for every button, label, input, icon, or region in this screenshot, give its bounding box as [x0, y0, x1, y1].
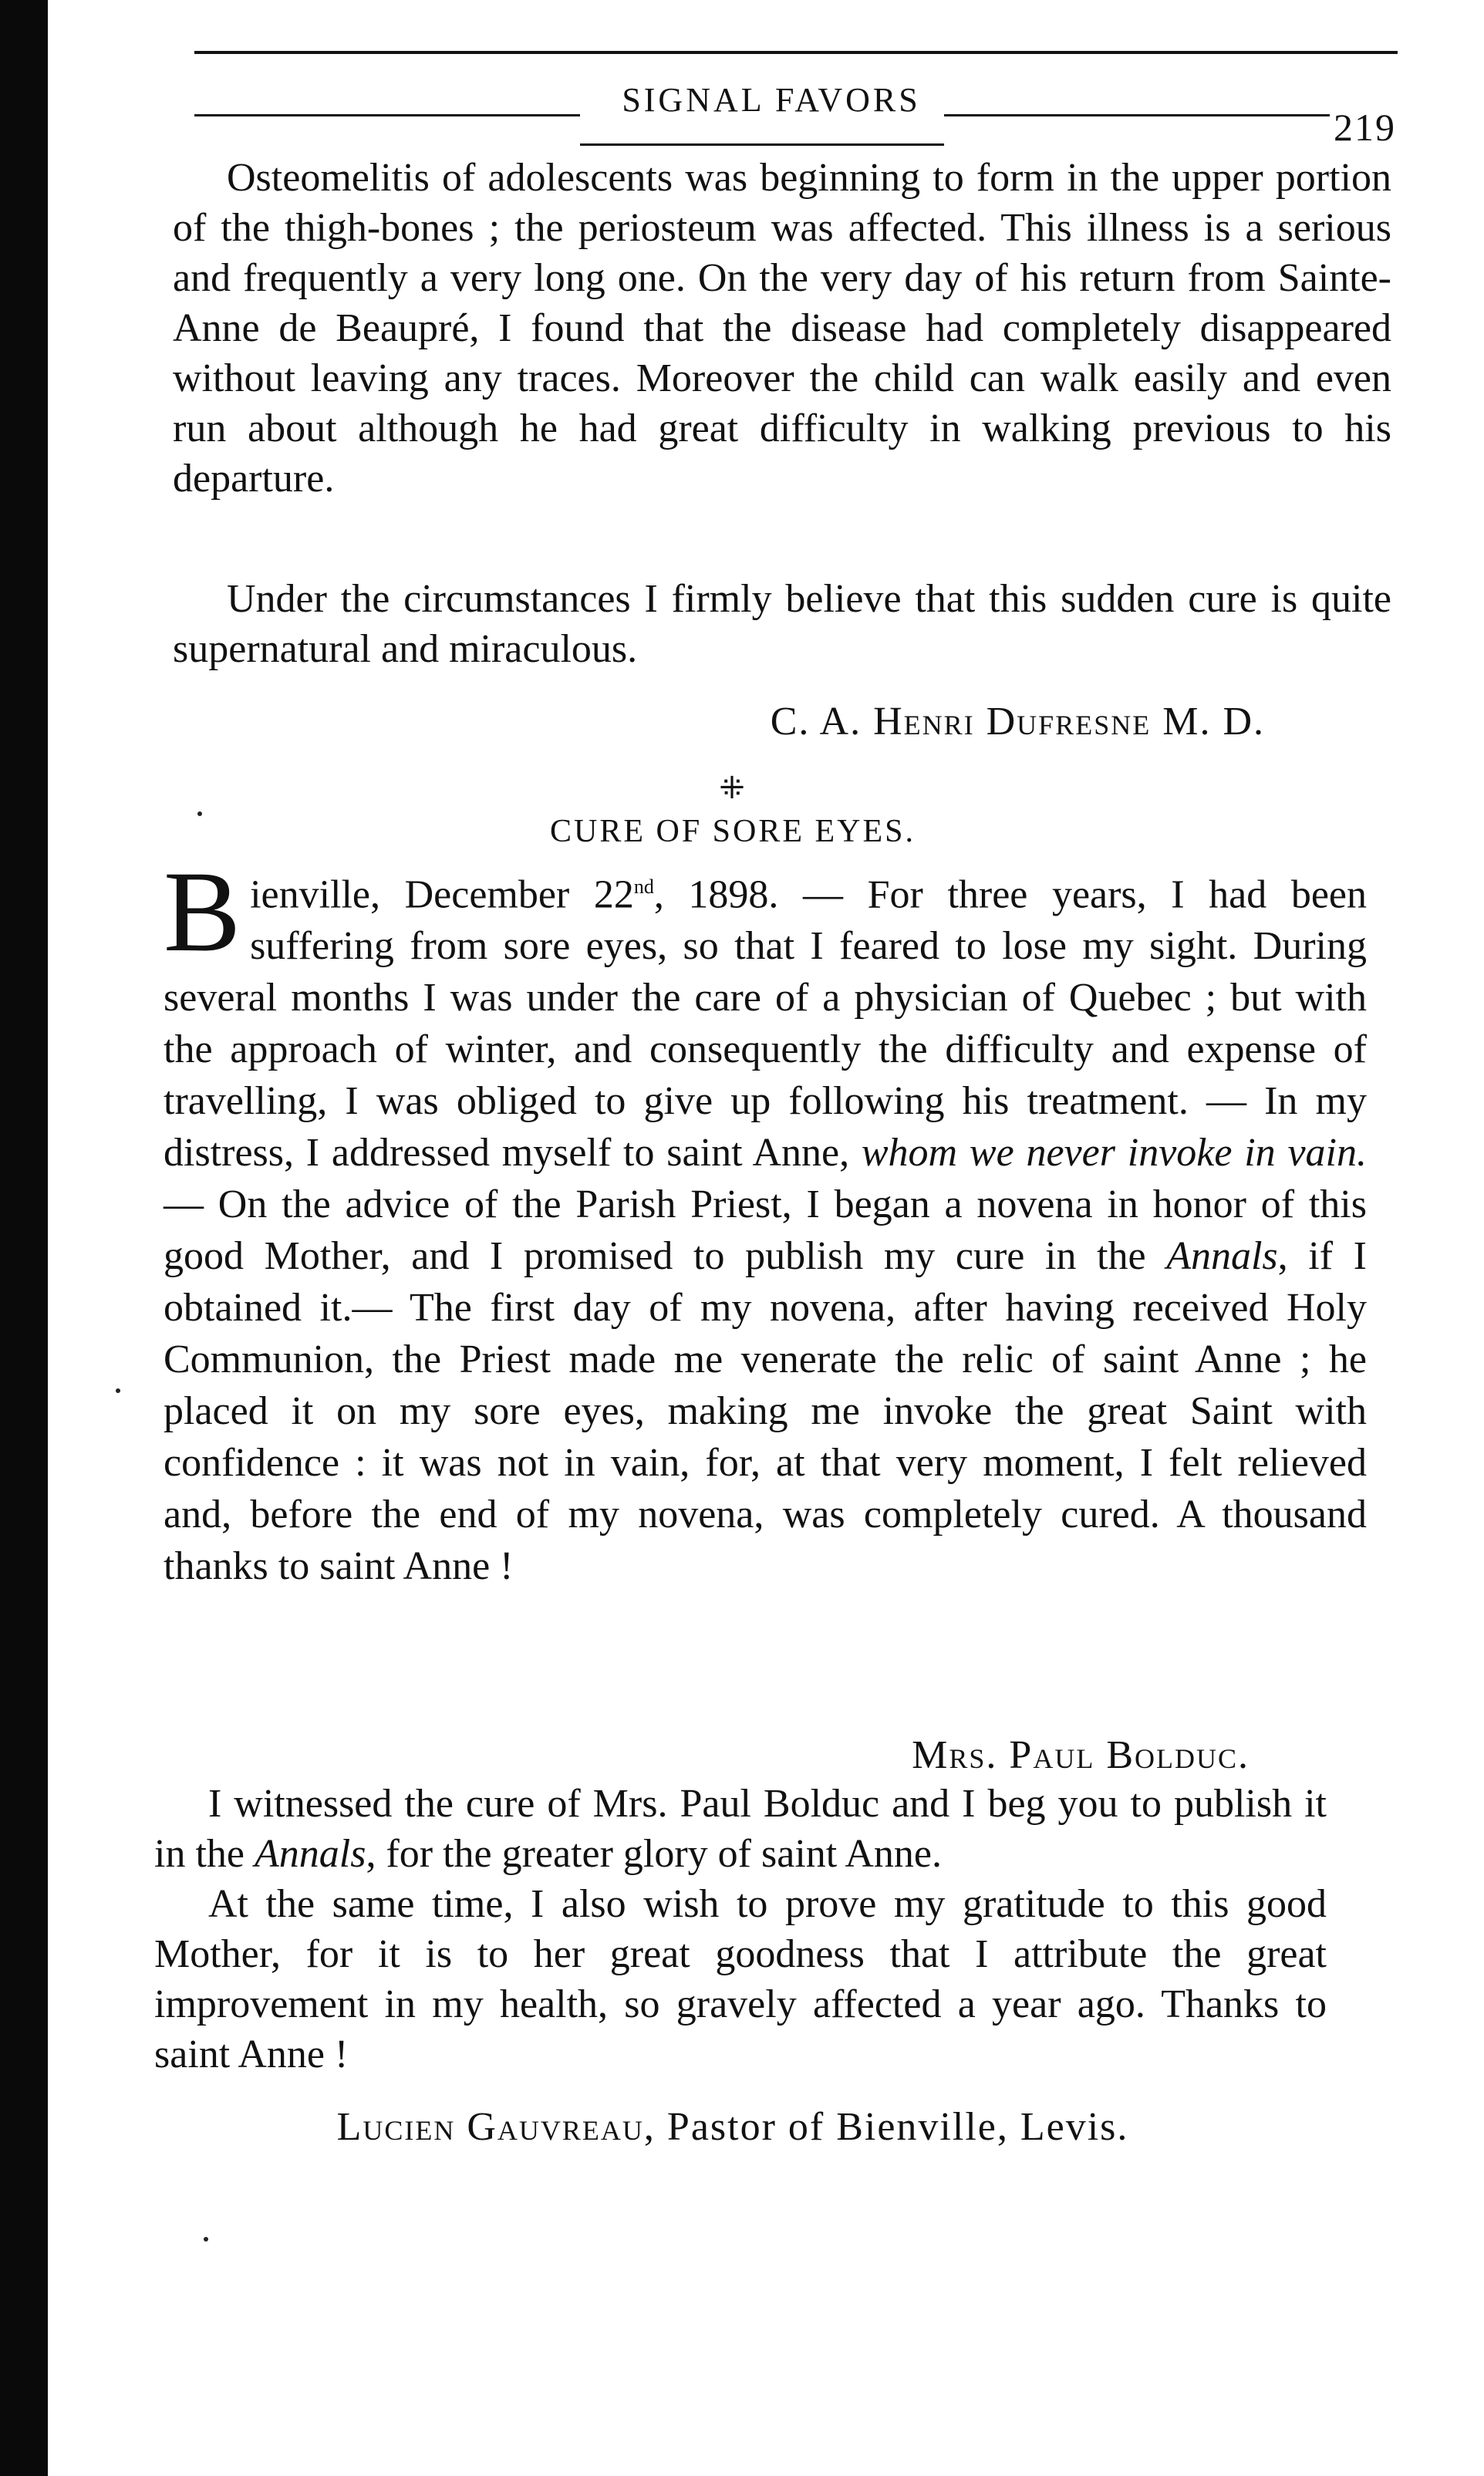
cure-text-1: , 1898. — For three years, I had been suffering from sore eyes, so that I feared to lose my sight. During several months I was under the care of a physician of Quebec ; but with the approach of winter, and consequently the difficulty and expense of travelling, I was obliged to give up following his treatment. — In my distress, I addressed myself to saint Anne, — [164, 872, 1367, 1176]
running-title: SIGNAL FAVORS — [622, 81, 921, 119]
intro-paragraph-2: Under the circumstances I firmly believe that this sudden cure is quite supernatural and miraculous. — [173, 577, 1391, 671]
header-rule-bottom — [580, 143, 944, 146]
page-number: 219 — [1334, 106, 1396, 149]
section-title: CURE OF SORE EYES. — [549, 814, 916, 849]
cure-italic-annals: Annals — [1166, 1234, 1278, 1279]
drop-cap: B — [164, 848, 241, 976]
header-rule-top — [194, 51, 1398, 54]
cure-lead: ienville, December 22 — [250, 872, 634, 917]
header-rule-right — [944, 114, 1330, 116]
page-binding-edge — [0, 0, 48, 2476]
signature-gauvreau-name: Lucien Gauvreau — [336, 2105, 644, 2149]
print-speck — [197, 811, 202, 816]
print-speck — [204, 2237, 208, 2242]
print-speck — [116, 1388, 120, 1393]
witness-italic-annals: Annals — [254, 1832, 366, 1876]
cure-paragraph — [164, 848, 1367, 1592]
cure-italic-1: whom we never invoke in vain. — [861, 1131, 1367, 1176]
cure-text-3: , if I obtained it.— The first day of my novena, after having received Holy Communion, the Priest made me venerate the relic of saint Anne ; he placed it on my sore eyes, making me invoke the great Saint with confidence : it was not in vain, for, at that very moment, I felt relieved and, before the end of my novena, was completely cured. A thousand thanks to saint Anne ! — [164, 1234, 1367, 1589]
witness-paragraph-1 — [154, 1779, 1327, 1879]
witness-text-2: , for the greater glory of saint Anne. — [366, 1832, 942, 1876]
signature-dufresne: C. A. Henri Dufresne M. D. — [770, 700, 1265, 744]
ornament-divider: ⁜ — [719, 771, 747, 805]
signature-gauvreau-title: , Pastor of Bienville, Levis. — [643, 2105, 1129, 2149]
signature-gauvreau — [231, 2104, 1234, 2150]
signature-bolduc: Mrs. Paul Bolduc. — [912, 1733, 1250, 1777]
witness-text-1: I witnessed the cure of Mrs. Paul Bolduc and I beg you to publish it in the — [154, 1782, 1327, 1876]
witness-paragraph-2: At the same time, I also wish to prove my gratitude to this good Mother, for it is to her great goodness that I attribute the great improvement in my health, so gravely affected a year ago. Thanks to saint Anne ! — [154, 1882, 1327, 2076]
date-ordinal: nd — [633, 875, 654, 898]
header-rule-left — [194, 114, 580, 116]
cure-text-2: — On the advice of the Parish Priest, I began a novena in honor of this good Mother, and I promised to publish my cure in the — [164, 1182, 1367, 1279]
intro-paragraph-1: Osteomelitis of adolescents was beginning to form in the upper portion of the thigh-bones ; the periosteum was affected. This illness is a serious and frequently a very long one. On the very day of his return from Sainte-Anne de Beaupré, I found that the disease had completely disappeared without leaving any traces. Moreover the child can walk easily and even run about although he had great difficulty in walking previous to his departure. — [173, 156, 1391, 501]
